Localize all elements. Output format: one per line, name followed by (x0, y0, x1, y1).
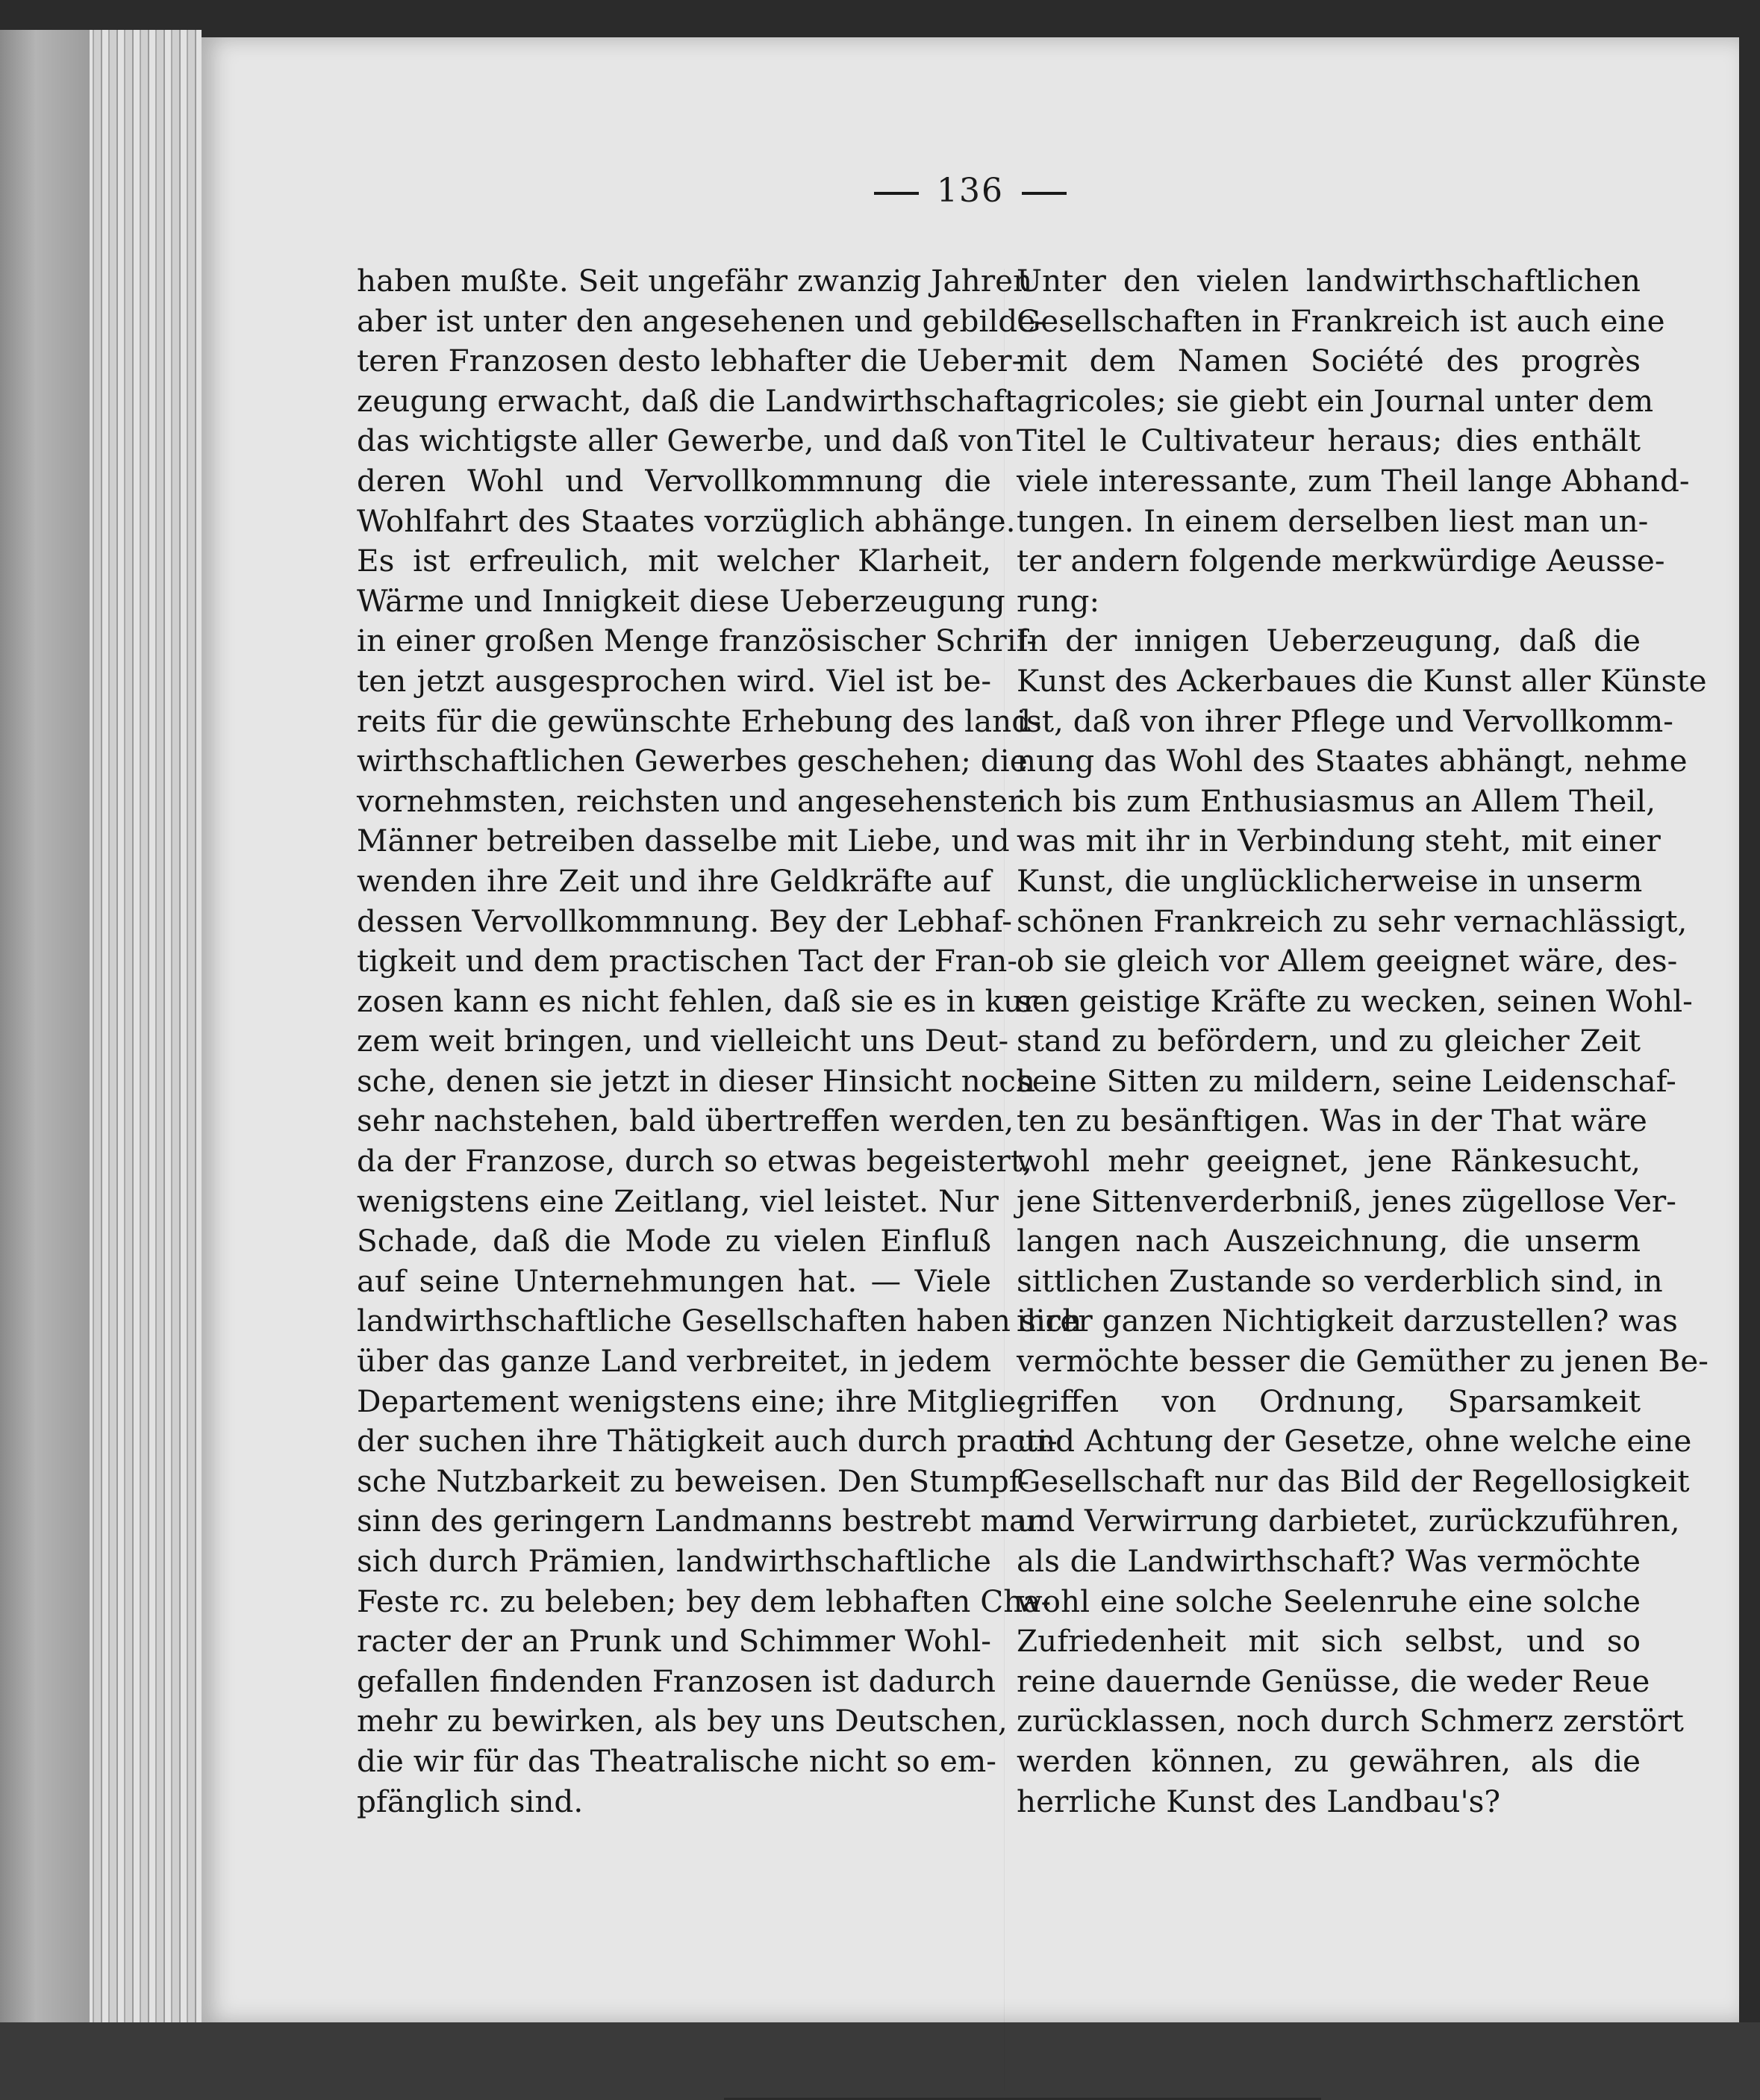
text-line: ihrer ganzen Nichtigkeit darzustellen? was (1017, 1303, 1678, 1339)
text-line: sittlichen Zustande so verderblich sind, in (1017, 1262, 1663, 1299)
text-line: seine Sitten zu mildern, seine Leidenschaf- (1017, 1062, 1676, 1099)
text-line: wohl mehr geeignet, jene Ränkesucht, (1017, 1143, 1641, 1180)
text-line: Gesellschaft nur das Bild der Regellosigkeit (1017, 1462, 1690, 1499)
text-line: rung: (1017, 582, 1100, 619)
text-line: pfänglich sind. (357, 1783, 584, 1819)
text-line: langen nach Auszeichnung, die unserm (1017, 1223, 1641, 1259)
text-line: zosen kann es nicht fehlen, daß sie es in kur- (357, 982, 1048, 1019)
text-line: über das ganze Land verbreitet, in jedem (357, 1343, 991, 1380)
text-line: da der Franzose, durch so etwas begeistert, (357, 1143, 1033, 1180)
text-line: tungen. In einem derselben liest man un- (1017, 502, 1649, 539)
text-line: ten zu besänftigen. Was in der That wäre (1017, 1103, 1647, 1139)
page-number-text: 136 (937, 172, 1004, 210)
text-line: ob sie gleich vor Allem geeignet wäre, des- (1017, 943, 1678, 979)
page-number-dash-right (1022, 192, 1067, 195)
text-line: und Verwirrung darbietet, zurückzuführen, (1017, 1503, 1680, 1539)
text-line: stand zu befördern, und zu gleicher Zeit (1017, 1023, 1641, 1059)
text-line: werden können, zu gewähren, als die (1017, 1742, 1641, 1779)
text-line: landwirthschaftliche Gesellschaften haben sich (357, 1303, 1082, 1339)
text-line: jene Sittenverderbniß, jenes zügellose Ver- (1017, 1183, 1676, 1219)
text-line: reits für die gewünschte Erhebung des land- (357, 702, 1041, 739)
text-line: ten jetzt ausgesprochen wird. Viel ist be- (357, 662, 991, 699)
text-line: Wohlfahrt des Staates vorzüglich abhänge. (357, 502, 1016, 539)
text-line: gefallen findenden Franzosen ist dadurch (357, 1663, 996, 1699)
right-text-column (1017, 261, 1708, 1822)
text-line: wirthschaftlichen Gewerbes geschehen; die (357, 743, 1028, 779)
text-line: die wir für das Theatralische nicht so em- (357, 1742, 996, 1779)
text-line: nung das Wohl des Staates abhängt, nehme (1017, 743, 1688, 779)
text-line: zurücklassen, noch durch Schmerz zerstört (1017, 1703, 1684, 1739)
page-number-dash-left (874, 192, 919, 195)
text-line: agricoles; sie giebt ein Journal unter dem (1017, 382, 1654, 419)
text-line: Zufriedenheit mit sich selbst, und so (1017, 1623, 1641, 1660)
text-line: deren Wohl und Vervollkommnung die (357, 462, 991, 499)
text-line: ist, daß von ihrer Pflege und Vervollkomm- (1017, 702, 1673, 739)
text-line: racter der an Prunk und Schimmer Wohl- (357, 1623, 991, 1660)
text-line: dessen Vervollkommnung. Bey der Lebhaf- (357, 903, 1012, 939)
text-line: und Achtung der Gesetze, ohne welche eine (1017, 1423, 1692, 1459)
text-line: mit dem Namen Société des progrès (1017, 343, 1641, 379)
text-line: wenigstens eine Zeitlang, viel leistet. Nur (357, 1183, 999, 1219)
text-line: Wärme und Innigkeit diese Ueberzeugung (357, 582, 1005, 619)
text-line: Titel le Cultivateur heraus; dies enthält (1017, 423, 1641, 459)
text-line: sinn des geringern Landmanns bestrebt man (357, 1503, 1047, 1539)
text-line: mehr zu bewirken, als bey uns Deutschen, (357, 1703, 1008, 1739)
text-line: griffen von Ordnung, Sparsamkeit (1017, 1383, 1641, 1419)
text-line: schönen Frankreich zu sehr vernachlässigt, (1017, 903, 1688, 939)
text-line: das wichtigste aller Gewerbe, und daß von (357, 423, 1014, 459)
text-line: viele interessante, zum Theil lange Abhand- (1017, 462, 1690, 499)
text-line: Kunst des Ackerbaues die Kunst aller Künste (1017, 662, 1707, 699)
text-line: vermöchte besser die Gemüther zu jenen Be- (1017, 1343, 1708, 1380)
text-line: teren Franzosen desto lebhafter die Ueber- (357, 343, 1023, 379)
text-line: sehr nachstehen, bald übertreffen werden, (357, 1103, 1014, 1139)
text-line: Departement wenigstens eine; ihre Mitglie- (357, 1383, 1026, 1419)
text-line: tigkeit und dem practischen Tact der Fran- (357, 943, 1018, 979)
text-line: vornehmsten, reichsten und angesehensten (357, 782, 1028, 819)
text-line: wenden ihre Zeit und ihre Geldkräfte auf (357, 862, 991, 899)
text-line: auf seine Unternehmungen hat. — Viele (357, 1262, 991, 1299)
text-line: aber ist unter den angesehenen und gebilde- (357, 302, 1046, 339)
page-number (202, 172, 1739, 210)
text-line: In der innigen Ueberzeugung, daß die (1017, 623, 1641, 659)
text-line: Gesellschaften in Frankreich ist auch eine (1017, 302, 1665, 339)
text-line: in einer großen Menge französischer Schrif- (357, 623, 1037, 659)
text-line: zem weit bringen, und vielleicht uns Deut- (357, 1023, 1009, 1059)
text-line: sich durch Prämien, landwirthschaftliche (357, 1543, 991, 1579)
text-line: Es ist erfreulich, mit welcher Klarheit, (357, 543, 991, 579)
text-line: Feste rc. zu beleben; bey dem lebhaften Cha- (357, 1583, 1052, 1619)
text-line: herrliche Kunst des Landbau's? (1017, 1783, 1501, 1819)
book-page (202, 37, 1739, 2022)
text-line: ich bis zum Enthusiasmus an Allem Theil, (1017, 782, 1656, 819)
text-line: als die Landwirthschaft? Was vermöchte (1017, 1543, 1641, 1579)
text-line: sche Nutzbarkeit zu beweisen. Den Stumpf- (357, 1462, 1029, 1499)
text-line: Männer betreiben dasselbe mit Liebe, und (357, 823, 1010, 859)
text-line: der suchen ihre Thätigkeit auch durch practi- (357, 1423, 1058, 1459)
text-line: zeugung erwacht, daß die Landwirthschaft (357, 382, 1017, 419)
text-line: sche, denen sie jetzt in dieser Hinsicht noch (357, 1062, 1036, 1099)
book-binding (0, 30, 90, 2022)
text-line: Unter den vielen landwirthschaftlichen (1017, 263, 1641, 299)
text-line: sen geistige Kräfte zu wecken, seinen Wohl- (1017, 982, 1693, 1019)
text-line: Kunst, die unglücklicherweise in unserm (1017, 862, 1643, 899)
text-line: was mit ihr in Verbindung steht, mit einer (1017, 823, 1661, 859)
text-line: haben mußte. Seit ungefähr zwanzig Jahren (357, 263, 1033, 299)
text-line: Schade, daß die Mode zu vielen Einfluß (357, 1223, 991, 1259)
text-line: wohl eine solche Seelenruhe eine solche (1017, 1583, 1641, 1619)
text-line: ter andern folgende merkwürdige Aeusse- (1017, 543, 1665, 579)
text-line: reine dauernde Genüsse, die weder Reue (1017, 1663, 1650, 1699)
column-gutter (1004, 269, 1005, 2090)
